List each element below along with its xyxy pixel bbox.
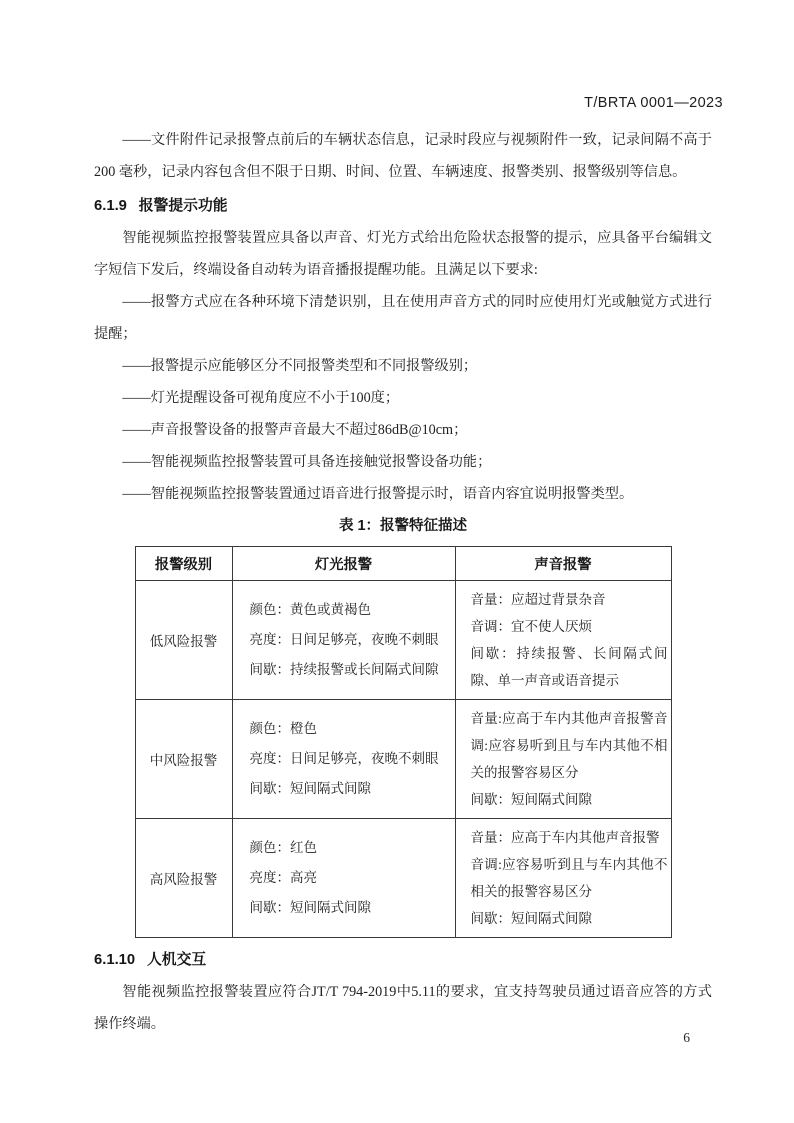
cell-light-low [232, 581, 455, 700]
section-title: 报警提示功能 [138, 198, 228, 214]
col-header-sound-alarm: 声音报警 [455, 547, 671, 581]
light-brightness-line: 亮度：日间足够亮，夜晚不刺眼 [249, 632, 439, 647]
cell-level-mid: 中风险报警 [135, 700, 232, 819]
table-header-row [135, 547, 671, 581]
cell-sound-low [455, 581, 671, 700]
table-caption: 表 1：报警特征描述 [338, 518, 468, 534]
table-row-mid-risk [135, 700, 671, 819]
list-item-2: ——报警提示应能够区分不同报警类型和不同报警级别； [122, 358, 478, 374]
list-item-3: ——灯光提醒设备可视角度应不小于100度； [122, 390, 400, 406]
cell-sound-mid [455, 700, 671, 819]
paragraph-alarm-prompt: 智能视频监控报警装置应具备以声音、灯光方式给出危险状态报警的提示，应具备平台编辑文字短信下发后，终端设备自动转为语音播报提醒功能。且满足以下要求: [94, 230, 712, 278]
table-row-low-risk [135, 581, 671, 700]
list-item-4: ——声音报警设备的报警声音最大不超过86dB@10cm； [122, 422, 468, 438]
light-brightness-line: 亮度：高亮 [249, 870, 317, 885]
list-item-1: ——报警方式应在各种环境下清楚识别，且在使用声音方式的同时应使用灯光或触觉方式进行提醒； [94, 294, 712, 342]
light-interval-line: 间歇：短间隔式间隙 [249, 900, 371, 915]
sound-volume-line: 音量：应高于车内其他声音报警 [470, 830, 660, 845]
alarm-feature-table [135, 546, 672, 938]
list-item-5: ——智能视频监控报警装置可具备连接触觉报警设备功能； [122, 454, 492, 470]
sound-interval-line: 间歇：短间隔式间隙 [470, 911, 592, 926]
light-color-line: 颜色：橙色 [249, 721, 317, 736]
light-interval-line: 间歇：短间隔式间隙 [249, 781, 371, 796]
light-interval-line: 间歇：持续报警或长间隔式间隙 [249, 662, 439, 677]
light-brightness-line: 亮度：日间足够亮，夜晚不刺眼 [249, 751, 439, 766]
cell-level-low: 低风险报警 [135, 581, 232, 700]
section-heading-6-1-9 [94, 190, 712, 222]
paragraph-file-attachment: ——文件附件记录报警点前后的车辆状态信息，记录时段应与视频附件一致，记录间隔不高于 200 毫秒，记录内容包含但不限于日期、时间、位置、车辆速度、报警类别、报警级别等信息。 [94, 132, 712, 180]
document-body [94, 124, 712, 1040]
table-row-high-risk [135, 819, 671, 938]
doc-number: T/BRTA 0001—2023 [584, 95, 723, 111]
section-number: 6.1.10 [94, 952, 136, 968]
section-title: 人机交互 [146, 952, 207, 968]
section-heading-6-1-10 [94, 944, 712, 976]
col-header-alarm-level: 报警级别 [135, 547, 232, 581]
sound-tone-line: 音调:应容易听到且与车内其他不相关的报警容易区分 [470, 857, 668, 899]
sound-interval-line: 间歇：短间隔式间隙 [470, 792, 592, 807]
list-item-6: ——智能视频监控报警装置通过语音进行报警提示时，语音内容宜说明报警类型。 [122, 486, 634, 502]
light-color-line: 颜色：红色 [249, 840, 317, 855]
sound-volume-tone-line: 音量:应高于车内其他声音报警音调:应容易听到且与车内其他不相关的报警容易区分 [470, 711, 668, 780]
section-number: 6.1.9 [94, 198, 127, 214]
cell-level-high: 高风险报警 [135, 819, 232, 938]
page-number: 6 [683, 1030, 690, 1045]
col-header-light-alarm: 灯光报警 [232, 547, 455, 581]
sound-tone-line: 音调：宜不使人厌烦 [470, 619, 592, 634]
paragraph-hmi: 智能视频监控报警装置应符合JT/T 794-2019中5.11的要求，宜支持驾驶员通过语音应答的方式操作终端。 [94, 984, 712, 1032]
light-color-line: 颜色：黄色或黄褐色 [249, 602, 371, 617]
cell-light-high [232, 819, 455, 938]
cell-sound-high [455, 819, 671, 938]
sound-interval-line: 间歇：持续报警、长间隔式间隙、单一声音或语音提示 [470, 646, 668, 688]
sound-volume-line: 音量：应超过背景杂音 [470, 592, 606, 607]
cell-light-mid [232, 700, 455, 819]
